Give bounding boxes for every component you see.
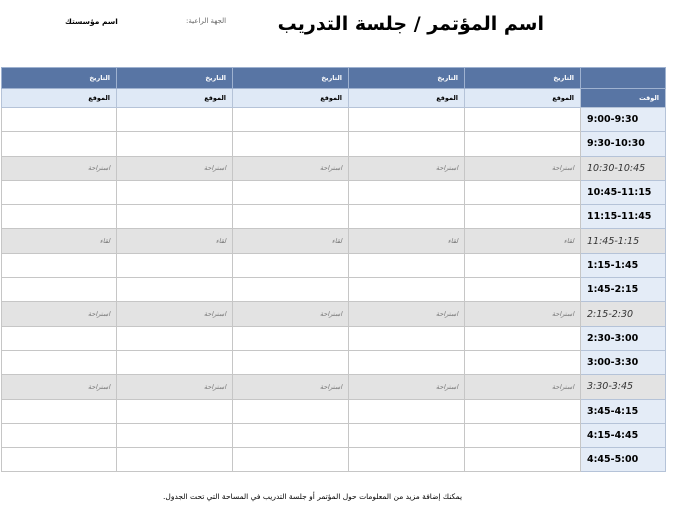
session-cell[interactable]: [117, 132, 233, 156]
session-cell[interactable]: [2, 448, 117, 472]
session-cell[interactable]: [465, 399, 581, 423]
session-cell[interactable]: [2, 278, 117, 302]
footer-note: يمكنك إضافة مزيد من المعلومات حول المؤتمر أو جلسة التدريب في المساحة التي تحت الجدول.: [163, 492, 463, 501]
table-row: [2, 253, 666, 277]
session-cell[interactable]: [465, 253, 581, 277]
time-slot: 10:30-10:45: [581, 156, 666, 180]
session-cell[interactable]: [349, 253, 465, 277]
break-cell: استراحة: [233, 375, 349, 399]
date-header: التاريخ: [233, 68, 349, 89]
session-cell[interactable]: [233, 205, 349, 229]
session-cell[interactable]: [2, 132, 117, 156]
location-header: الموقع: [233, 89, 349, 108]
date-header: التاريخ: [2, 68, 117, 89]
table-row: [2, 448, 666, 472]
table-row: [2, 205, 666, 229]
table-row: [2, 132, 666, 156]
session-cell[interactable]: [233, 253, 349, 277]
break-cell: استراحة: [465, 302, 581, 326]
session-cell[interactable]: [233, 278, 349, 302]
table-row: [2, 302, 666, 326]
session-cell[interactable]: [233, 423, 349, 447]
table-row: [2, 108, 666, 132]
meeting-cell: لقاء: [2, 229, 117, 253]
session-cell[interactable]: [349, 205, 465, 229]
session-cell[interactable]: [465, 423, 581, 447]
organization-name: اسم مؤسستك: [65, 17, 118, 26]
location-header-row: [2, 89, 666, 108]
session-cell[interactable]: [117, 326, 233, 350]
session-cell[interactable]: [349, 108, 465, 132]
time-slot: 1:45-2:15: [581, 278, 666, 302]
session-cell[interactable]: [465, 205, 581, 229]
session-cell[interactable]: [349, 399, 465, 423]
session-cell[interactable]: [2, 399, 117, 423]
meeting-cell: لقاء: [465, 229, 581, 253]
break-cell: استراحة: [349, 375, 465, 399]
session-cell[interactable]: [233, 448, 349, 472]
meeting-cell: لقاء: [117, 229, 233, 253]
session-cell[interactable]: [233, 350, 349, 374]
session-cell[interactable]: [465, 350, 581, 374]
session-cell[interactable]: [117, 350, 233, 374]
session-cell[interactable]: [349, 278, 465, 302]
session-cell[interactable]: [349, 326, 465, 350]
session-cell[interactable]: [465, 326, 581, 350]
meeting-cell: لقاء: [233, 229, 349, 253]
session-cell[interactable]: [349, 132, 465, 156]
session-cell[interactable]: [117, 399, 233, 423]
date-header: التاريخ: [349, 68, 465, 89]
session-cell[interactable]: [233, 180, 349, 204]
time-slot: 1:15-1:45: [581, 253, 666, 277]
session-cell[interactable]: [117, 278, 233, 302]
session-cell[interactable]: [2, 205, 117, 229]
table-row: [2, 229, 666, 253]
session-cell[interactable]: [233, 326, 349, 350]
session-cell[interactable]: [117, 180, 233, 204]
time-slot: 2:30-3:00: [581, 326, 666, 350]
location-header: الموقع: [2, 89, 117, 108]
time-column-header: الوقت: [581, 89, 666, 108]
break-cell: استراحة: [465, 375, 581, 399]
date-header: التاريخ: [117, 68, 233, 89]
break-cell: استراحة: [349, 156, 465, 180]
session-cell[interactable]: [233, 132, 349, 156]
session-cell[interactable]: [2, 423, 117, 447]
time-slot: 3:45-4:15: [581, 399, 666, 423]
time-slot: 2:15-2:30: [581, 302, 666, 326]
time-slot: 3:30-3:45: [581, 375, 666, 399]
location-header: الموقع: [349, 89, 465, 108]
break-cell: استراحة: [349, 302, 465, 326]
table-row: [2, 375, 666, 399]
time-slot: 10:45-11:15: [581, 180, 666, 204]
location-header: الموقع: [117, 89, 233, 108]
meeting-cell: لقاء: [349, 229, 465, 253]
session-cell[interactable]: [2, 253, 117, 277]
page-title: اسم المؤتمر / جلسة التدريب: [277, 13, 544, 35]
table-row: [2, 180, 666, 204]
break-cell: استراحة: [117, 302, 233, 326]
date-header: التاريخ: [465, 68, 581, 89]
table-row: [2, 326, 666, 350]
schedule-table: [1, 67, 666, 472]
break-cell: استراحة: [233, 156, 349, 180]
break-cell: استراحة: [233, 302, 349, 326]
break-cell: استراحة: [117, 375, 233, 399]
session-cell[interactable]: [2, 326, 117, 350]
table-row: [2, 350, 666, 374]
session-cell[interactable]: [233, 108, 349, 132]
time-slot: 9:00-9:30: [581, 108, 666, 132]
session-cell[interactable]: [117, 253, 233, 277]
table-row: [2, 399, 666, 423]
time-slot: 4:45-5:00: [581, 448, 666, 472]
session-cell[interactable]: [117, 448, 233, 472]
session-cell[interactable]: [117, 108, 233, 132]
time-slot: 3:00-3:30: [581, 350, 666, 374]
session-cell[interactable]: [2, 180, 117, 204]
time-header-blank: [581, 68, 666, 89]
session-cell[interactable]: [2, 108, 117, 132]
date-header-row: [2, 68, 666, 89]
break-cell: استراحة: [465, 156, 581, 180]
session-cell[interactable]: [349, 180, 465, 204]
time-slot: 11:15-11:45: [581, 205, 666, 229]
session-cell[interactable]: [349, 423, 465, 447]
location-header: الموقع: [465, 89, 581, 108]
session-cell[interactable]: [465, 132, 581, 156]
table-row: [2, 278, 666, 302]
sponsor-label: الجهة الراعية:: [186, 17, 227, 25]
session-cell[interactable]: [465, 108, 581, 132]
session-cell[interactable]: [117, 205, 233, 229]
time-slot: 4:15-4:45: [581, 423, 666, 447]
table-row: [2, 423, 666, 447]
session-cell[interactable]: [465, 278, 581, 302]
time-slot: 9:30-10:30: [581, 132, 666, 156]
session-cell[interactable]: [349, 350, 465, 374]
table-row: [2, 156, 666, 180]
session-cell[interactable]: [349, 448, 465, 472]
session-cell[interactable]: [465, 448, 581, 472]
time-slot: 11:45-1:15: [581, 229, 666, 253]
session-cell[interactable]: [465, 180, 581, 204]
session-cell[interactable]: [2, 350, 117, 374]
break-cell: استراحة: [2, 302, 117, 326]
break-cell: استراحة: [2, 156, 117, 180]
session-cell[interactable]: [233, 399, 349, 423]
session-cell[interactable]: [117, 423, 233, 447]
break-cell: استراحة: [117, 156, 233, 180]
break-cell: استراحة: [2, 375, 117, 399]
